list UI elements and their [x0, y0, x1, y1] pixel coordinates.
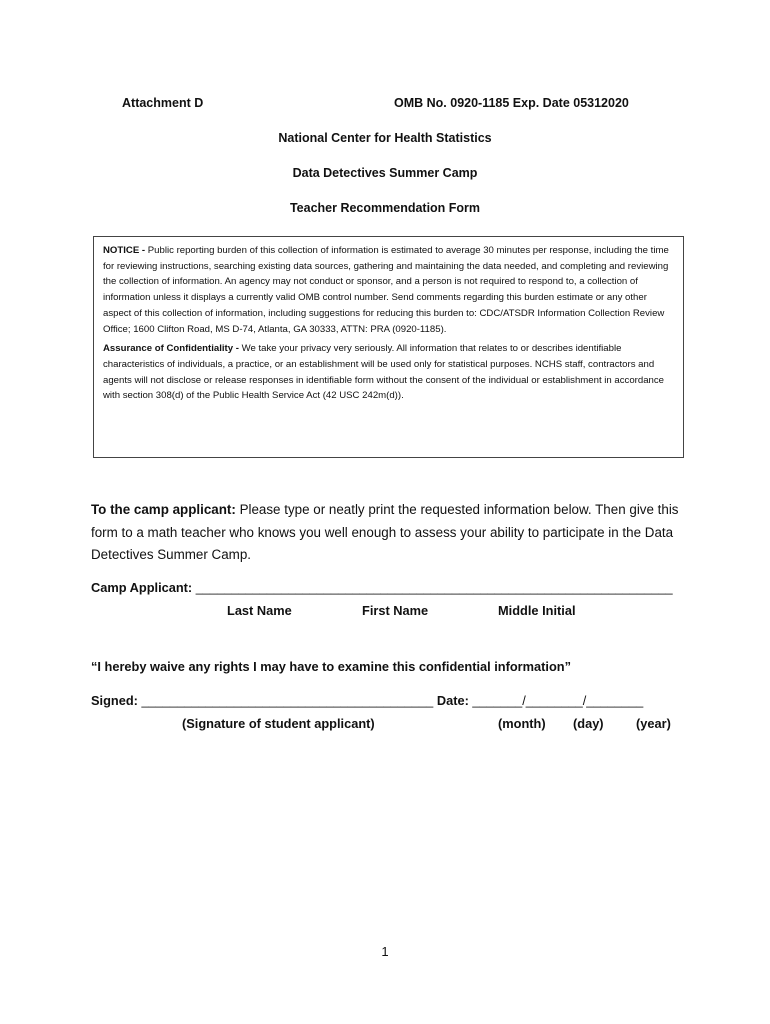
notice-box [93, 236, 684, 458]
date-label: Date: [436, 693, 469, 708]
agency-name: National Center for Health Statistics [278, 131, 492, 145]
assurance-text: We take your privacy very seriously. All information that relates to or describes identifiable characteristics of individuals, a practice, or an establishment will be used only for statistical purposes. NCHS staff, contractors and agents will not disclose or release responses in identifiable form without the consent of the individual or establishment in accordance with section 308(d) of the Public Health Service Act (42 USC 242m(d)). [103, 343, 665, 402]
program-name: Data Detectives Summer Camp [292, 166, 478, 180]
first-name-label: First Name [362, 603, 429, 618]
camp-applicant-field[interactable]: ___________________________________________________________________ [195, 580, 673, 595]
signed-label: Signed: [91, 693, 138, 708]
intro-label: To the camp applicant: [91, 502, 236, 517]
camp-applicant-row [91, 580, 673, 595]
notice-label: NOTICE - [103, 245, 146, 256]
notice-text: Public reporting burden of this collection of information is estimated to average 30 minutes per response, including the time for reviewing instructions, searching existing data sources, gathering and maintaining the data needed, and completing and reviewing the collection of information. An agency may not conduct or sponsor, and a person is not required to respond to, a collection of information unless it displays a currently valid OMB control number. Send comments regarding this burden estimate or any other aspect of this collection of information, including suggestions for reducing this burden to: CDC/ATSDR Information Collection Review Office; 1600 Clifton Road, MS D-74, Atlanta, GA 30333, ATTN: PRA (0920-1185). [103, 245, 669, 335]
omb-number: OMB No. 0920-1185 Exp. Date 05312020 [394, 96, 629, 110]
intro-paragraph [91, 499, 681, 567]
waiver-statement: “I hereby waive any rights I may have to examine this confidential information” [91, 659, 572, 674]
form-title: Teacher Recommendation Form [289, 201, 481, 215]
attachment-label: Attachment D [122, 96, 204, 110]
intro-text: Please type or neatly print the requested information below. Then give this form to a math teacher who knows you well enough to assess your ability to participate in the Data Detectives Summer Camp. [91, 502, 679, 562]
camp-applicant-label: Camp Applicant: [91, 580, 193, 595]
last-name-label: Last Name [227, 603, 292, 618]
date-field[interactable]: _______/________/________ [472, 693, 644, 708]
year-label: (year) [636, 716, 671, 731]
page-number: 1 [381, 944, 389, 959]
signature-caption: (Signature of student applicant) [182, 716, 375, 731]
signature-row [91, 693, 643, 708]
day-label: (day) [573, 716, 604, 731]
signature-field[interactable]: _________________________________________ [141, 693, 434, 708]
month-label: (month) [498, 716, 546, 731]
middle-initial-label: Middle Initial [498, 603, 576, 618]
notice-paragraph [103, 243, 674, 337]
assurance-paragraph [103, 341, 674, 404]
assurance-label: Assurance of Confidentiality - [103, 343, 239, 355]
